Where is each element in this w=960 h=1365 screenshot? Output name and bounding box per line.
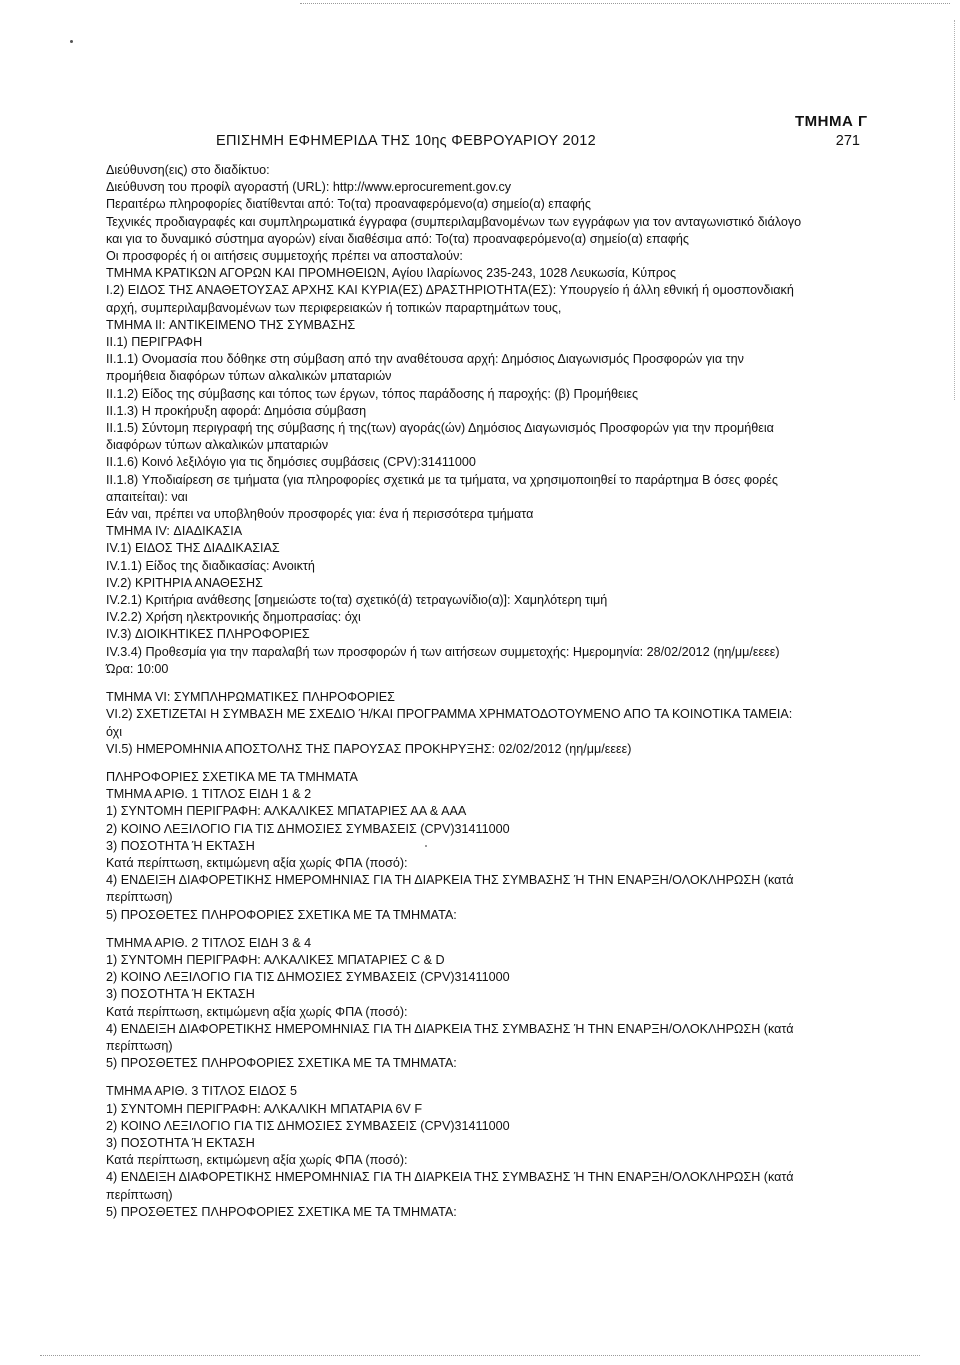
text-line: II.1.6) Κοινό λεξιλόγιο για τις δημόσιες συμβάσεις (CPV):31411000: [106, 455, 476, 470]
text-line: II.1) ΠΕΡΙΓΡΑΦΗ: [106, 335, 203, 350]
lots-heading: ΠΛΗΡΟΦΟΡΙΕΣ ΣΧΕΤΙΚΑ ΜΕ ΤΑ ΤΜΗΜΑΤΑ: [106, 769, 358, 784]
text-line: προμήθεια διαφόρων τύπων αλκαλικών μπαταριών: [106, 369, 392, 384]
text-line: 4) ΕΝΔΕΙΞΗ ΔΙΑΦΟΡΕΤΙΚΗΣ ΗΜΕΡΟΜΗΝΙΑΣ ΓΙΑ ΤΗ ΔΙΑΡΚΕΙΑ ΤΗΣ ΣΥΜΒΑΣΗΣ Ή ΤΗΝ ΕΝΑΡΞΗ/ΟΛΟΚΛΗΡΩΣΗ (κατά: [106, 1170, 794, 1185]
lot-title: ΤΜΗΜΑ ΑΡΙΘ. 2 ΤΙΤΛΟΣ ΕΙΔΗ 3 & 4: [106, 935, 312, 950]
text-line: 5) ΠΡΟΣΘΕΤΕΣ ΠΛΗΡΟΦΟΡΙΕΣ ΣΧΕΤΙΚΑ ΜΕ ΤΑ ΤΜΗΜΑΤΑ:: [106, 907, 457, 922]
text-line: IV.2.2) Χρήση ηλεκτρονικής δημοπρασίας: όχι: [106, 610, 361, 625]
intro-block: [106, 162, 864, 317]
lot-1: [106, 786, 864, 924]
lot-3: [106, 1083, 864, 1221]
scan-edge-top: [300, 3, 950, 4]
text-line: Εάν ναι, πρέπει να υποβληθούν προσφορές για: ένα ή περισσότερα τμήματα: [106, 507, 534, 522]
text-line: 3) ΠΟΣΟΤΗΤΑ Ή ΕΚΤΑΣΗ: [106, 838, 255, 853]
text-line: Κατά περίπτωση, εκτιμώμενη αξία χωρίς ΦΠΑ (ποσό):: [106, 855, 408, 870]
text-line: 3) ΠΟΣΟΤΗΤΑ Ή ΕΚΤΑΣΗ: [106, 1135, 255, 1150]
lot-title: ΤΜΗΜΑ ΑΡΙΘ. 1 ΤΙΤΛΟΣ ΕΙΔΗ 1 & 2: [106, 787, 312, 802]
address-line: ΤΜΗΜΑ ΚΡΑΤΙΚΩΝ ΑΓΟΡΩΝ ΚΑΙ ΠΡΟΜΗΘΕΙΩΝ, Αγίου Ιλαρίωνος 235-243, 1028 Λευκωσία, Κύπρος: [106, 266, 677, 281]
page-number: 271: [835, 133, 860, 149]
text-line: II.1.5) Σύντομη περιγραφή της σύμβασης ή της(των) αγοράς(ών) Δημόσιος Διαγωνισμός Προσφορών για την προμήθεια: [106, 421, 774, 436]
section-ii: [106, 317, 864, 523]
text-line: IV.1.1) Είδος της διαδικασίας: Ανοικτή: [106, 558, 315, 573]
text-line: αρχή, συμπεριλαμβανομένων των περιφερειακών ή τοπικών παραρτημάτων τους,: [106, 300, 562, 315]
notice-body: [106, 162, 864, 1221]
text-line: 5) ΠΡΟΣΘΕΤΕΣ ΠΛΗΡΟΦΟΡΙΕΣ ΣΧΕΤΙΚΑ ΜΕ ΤΑ ΤΜΗΜΑΤΑ:: [106, 1204, 457, 1219]
text-line: Τεχνικές προδιαγραφές και συμπληρωματικά έγγραφα (συμπεριλαμβανομένων των εγγράφων για τον ανταγωνιστικό διάλογο: [106, 214, 802, 229]
buyer-profile-url-line: Διεύθυνση του προφίλ αγοραστή (URL): http://www.eprocurement.gov.cy: [106, 180, 512, 195]
text-line: 1) ΣΥΝΤΟΜΗ ΠΕΡΙΓΡΑΦΗ: ΑΛΚΑΛΙΚΗ ΜΠΑΤΑΡΙΑ 6V F: [106, 1101, 423, 1116]
text-line: IV.3) ΔΙΟΙΚΗΤΙΚΕΣ ΠΛΗΡΟΦΟΡΙΕΣ: [106, 627, 310, 642]
text-line: περίπτωση): [106, 1187, 173, 1202]
section-heading: ΤΜΗΜΑ II: ΑΝΤΙΚΕΙΜΕΝΟ ΤΗΣ ΣΥΜΒΑΣΗΣ: [106, 317, 356, 332]
lot-2: [106, 935, 864, 1073]
text-line: 5) ΠΡΟΣΘΕΤΕΣ ΠΛΗΡΟΦΟΡΙΕΣ ΣΧΕΤΙΚΑ ΜΕ ΤΑ ΤΜΗΜΑΤΑ:: [106, 1056, 457, 1071]
text-line: Περαιτέρω πληροφορίες διατίθενται από: Το(τα) προαναφερόμενο(α) σημείο(α) επαφής: [106, 197, 591, 212]
section-heading: ΤΜΗΜΑ VI: ΣΥΜΠΛΗΡΩΜΑΤΙΚΕΣ ΠΛΗΡΟΦΟΡΙΕΣ: [106, 690, 395, 705]
text-line: II.1.8) Υποδιαίρεση σε τμήματα (για πληροφορίες σχετικά με τα τμήματα, να χρησιμοποιηθεί το παράρτημα Β όσες φορές: [106, 472, 778, 487]
text-line: VI.5) ΗΜΕΡΟΜΗΝΙΑ ΑΠΟΣΤΟΛΗΣ ΤΗΣ ΠΑΡΟΥΣΑΣ ΠΡΟΚΗΡΥΞΗΣ: 02/02/2012 (ηη/μμ/εεεε): [106, 741, 632, 756]
text-line: 1) ΣΥΝΤΟΜΗ ΠΕΡΙΓΡΑΦΗ: ΑΛΚΑΛΙΚΕΣ ΜΠΑΤΑΡΙΕΣ C & D: [106, 952, 445, 967]
text-line: IV.1) ΕΙΔΟΣ ΤΗΣ ΔΙΑΔΙΚΑΣΙΑΣ: [106, 541, 280, 556]
section-heading: ΤΜΗΜΑ IV: ΔΙΑΔΙΚΑΣΙΑ: [106, 524, 243, 539]
text-line: όχι: [106, 724, 123, 739]
text-line: διαφόρων τύπων αλκαλικών μπαταριών: [106, 438, 329, 453]
text-line: IV.3.4) Προθεσμία για την παραλαβή των προσφορών ή των αιτήσεων συμμετοχής: Ημερομηνία: 28/02/2012 (ηη/μμ/εεεε): [106, 644, 780, 659]
text-line: 4) ΕΝΔΕΙΞΗ ΔΙΑΦΟΡΕΤΙΚΗΣ ΗΜΕΡΟΜΗΝΙΑΣ ΓΙΑ ΤΗ ΔΙΑΡΚΕΙΑ ΤΗΣ ΣΥΜΒΑΣΗΣ Ή ΤΗΝ ΕΝΑΡΞΗ/ΟΛΟΚΛΗΡΩΣΗ (κατά: [106, 873, 794, 888]
text-line: Διεύθυνση(εις) στο διαδίκτυο:: [106, 163, 270, 177]
text-line: 2) ΚΟΙΝΟ ΛΕΞΙΛΟΓΙΟ ΓΙΑ ΤΙΣ ΔΗΜΟΣΙΕΣ ΣΥΜΒΑΣΕΙΣ (CPV)31411000: [106, 1118, 510, 1133]
lot-title: ΤΜΗΜΑ ΑΡΙΘ. 3 ΤΙΤΛΟΣ ΕΙΔΟΣ 5: [106, 1084, 297, 1099]
scan-edge-bottom: [40, 1355, 920, 1356]
text-line: I.2) ΕΙΔΟΣ ΤΗΣ ΑΝΑΘΕΤΟΥΣΑΣ ΑΡΧΗΣ ΚΑΙ ΚΥΡΙΑ(ΕΣ) ΔΡΑΣΤΗΡΙΟΤΗΤΑ(ΕΣ): Υπουργείο ή άλλη εθνική ή ομοσπονδιακή: [106, 283, 794, 298]
text-line: 1) ΣΥΝΤΟΜΗ ΠΕΡΙΓΡΑΦΗ: ΑΛΚΑΛΙΚΕΣ ΜΠΑΤΑΡΙΕΣ ΑΑ & ΑΑΑ: [106, 804, 467, 819]
section-iv: [106, 523, 864, 678]
text-line: Οι προσφορές ή οι αιτήσεις συμμετοχής πρέπει να αποσταλούν:: [106, 249, 463, 264]
text-line: II.1.2) Είδος της σύμβασης και τόπος των έργων, τόπος παράδοσης ή παροχής: (β) Προμήθειες: [106, 386, 639, 401]
section-label: ΤΜΗΜΑ Γ: [795, 113, 868, 130]
text-line: περίπτωση): [106, 890, 173, 905]
section-vi: [106, 689, 864, 758]
text-line: IV.2) ΚΡΙΤΗΡΙΑ ΑΝΑΘΕΣΗΣ: [106, 575, 263, 590]
text-line: Κατά περίπτωση, εκτιμώμενη αξία χωρίς ΦΠΑ (ποσό):: [106, 1153, 408, 1168]
text-line: II.1.3) Η προκήρυξη αφορά: Δημόσια σύμβαση: [106, 403, 367, 418]
text-line: Κατά περίπτωση, εκτιμώμενη αξία χωρίς ΦΠΑ (ποσό):: [106, 1004, 408, 1019]
text-line: Ώρα: 10:00: [106, 661, 169, 676]
text-line: 3) ΠΟΣΟΤΗΤΑ Ή ΕΚΤΑΣΗ: [106, 987, 255, 1002]
text-line: απαιτείται): ναι: [106, 489, 188, 504]
text-line: και για το δυναμικό σύστημα αγορών) είναι διαθέσιμα από: Το(τα) προαναφερόμενο(α) σημείο(α) επαφής: [106, 231, 689, 246]
text-line: VI.2) ΣΧΕΤΙΖΕΤΑΙ Η ΣΥΜΒΑΣΗ ΜΕ ΣΧΕΔΙΟ Ή/ΚΑΙ ΠΡΟΓΡΑΜΜΑ ΧΡΗΜΑΤΟΔΟΤΟΥΜΕΝΟ ΑΠΟ ΤΑ ΚΟΙΝΟΤΙΚΑ ΤΑΜΕΙΑ:: [106, 707, 793, 722]
page-header: [106, 133, 860, 153]
scan-edge-right: [954, 20, 955, 400]
gazette-title: ΕΠΙΣΗΜΗ ΕΦΗΜΕΡΙΔΑ ΤΗΣ 10ης ΦΕΒΡΟΥΑΡΙΟΥ 2012: [216, 133, 596, 149]
text-line: 2) ΚΟΙΝΟ ΛΕΞΙΛΟΓΙΟ ΓΙΑ ΤΙΣ ΔΗΜΟΣΙΕΣ ΣΥΜΒΑΣΕΙΣ (CPV)31411000: [106, 970, 510, 985]
text-line: 4) ΕΝΔΕΙΞΗ ΔΙΑΦΟΡΕΤΙΚΗΣ ΗΜΕΡΟΜΗΝΙΑΣ ΓΙΑ ΤΗ ΔΙΑΡΚΕΙΑ ΤΗΣ ΣΥΜΒΑΣΗΣ Ή ΤΗΝ ΕΝΑΡΞΗ/ΟΛΟΚΛΗΡΩΣΗ (κατά: [106, 1021, 794, 1036]
text-line: 2) ΚΟΙΝΟ ΛΕΞΙΛΟΓΙΟ ΓΙΑ ΤΙΣ ΔΗΜΟΣΙΕΣ ΣΥΜΒΑΣΕΙΣ (CPV)31411000: [106, 821, 510, 836]
text-line: IV.2.1) Κριτήρια ανάθεσης [σημειώστε το(τα) σχετικό(ά) τετραγωνίδιο(α)]: Χαμηλότερη τιμή: [106, 593, 608, 608]
text-line: II.1.1) Ονομασία που δόθηκε στη σύμβαση από την αναθέτουσα αρχή: Δημόσιος Διαγωνισμός Προσφορών για την: [106, 352, 744, 367]
text-line: περίπτωση): [106, 1038, 173, 1053]
scan-speck: [70, 40, 73, 43]
